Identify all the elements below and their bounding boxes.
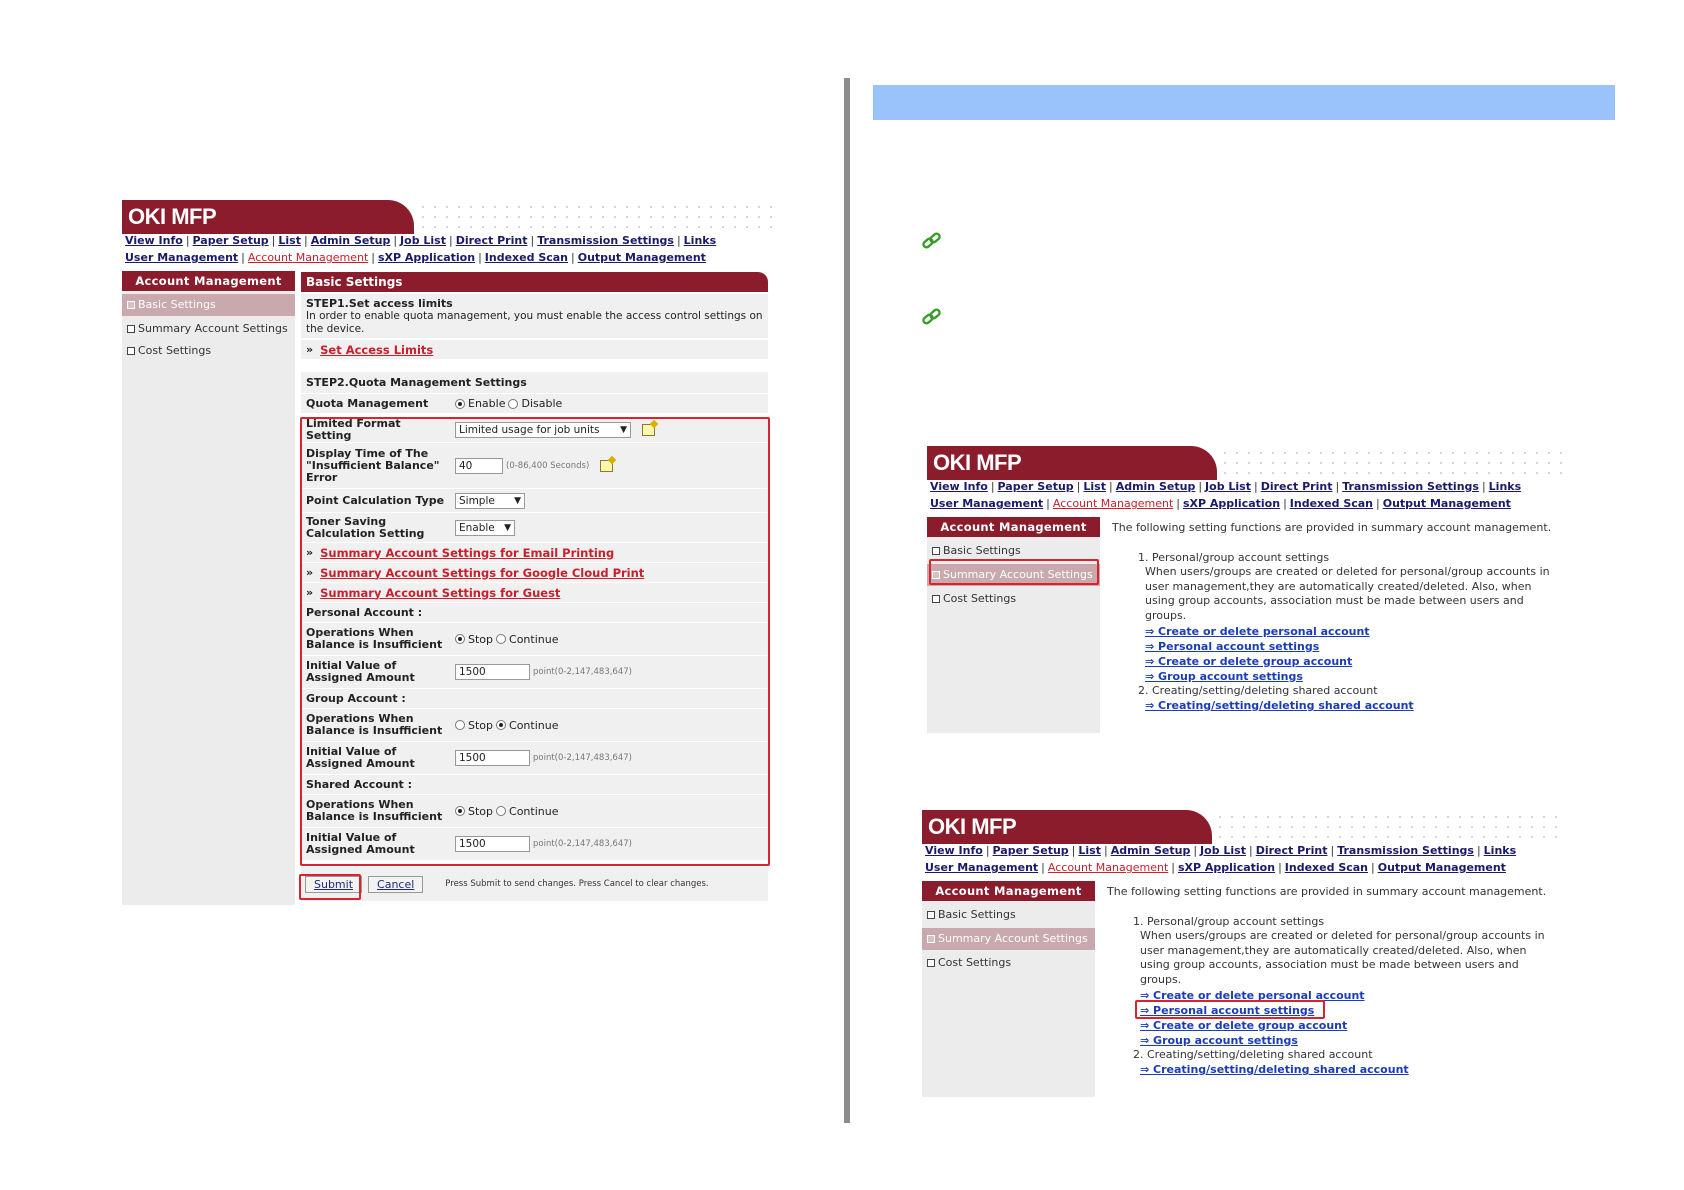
personal-continue-label: Continue <box>509 632 559 646</box>
screenshot-basic-settings <box>122 200 772 905</box>
personal-operations-label: Operations When Balance is Insufficient <box>306 626 443 651</box>
nav-transmission-settings[interactable]: Transmission Settings <box>1342 480 1479 493</box>
item1-text: When users/groups are created or deleted for personal/group accounts in user management,they are automatically created/deleted. Also, when using group accounts, association must be made between users and groups. <box>1145 565 1550 622</box>
shared-operations-label: Operations When Balance is Insufficient <box>306 798 443 823</box>
set-access-limits-link[interactable]: Set Access Limits <box>320 342 434 357</box>
display-time-input[interactable]: 40 <box>455 458 503 474</box>
nav-admin-setup[interactable]: Admin Setup <box>1110 844 1191 857</box>
nav-row-1: View Info | Paper Setup | List | Admin Setup | Job List | Direct Print | Transmission Settings | Links <box>930 480 1522 493</box>
nav-paper-setup[interactable]: Paper Setup <box>997 480 1074 493</box>
personal-initial-hint: point(0-2,147,483,647) <box>533 667 632 677</box>
nav-output-management[interactable]: Output Management <box>1382 497 1511 510</box>
sidebar <box>922 881 1095 1097</box>
nav-job-list[interactable]: Job List <box>1200 844 1246 857</box>
submit-button[interactable]: Submit <box>305 876 362 893</box>
highlight-summary-sidebar-item <box>929 559 1099 585</box>
header-band <box>873 85 1615 120</box>
shared-continue-label: Continue <box>509 804 559 818</box>
nav-user-management[interactable]: User Management <box>930 497 1044 510</box>
create-delete-group-link[interactable]: ⇒ Create or delete group account <box>1140 1018 1348 1032</box>
nav-links[interactable]: Links <box>1483 844 1517 857</box>
personal-settings-link[interactable]: ⇒ Personal account settings <box>1145 639 1320 653</box>
nav-list[interactable]: List <box>1078 844 1101 857</box>
nav-indexed-scan[interactable]: Indexed Scan <box>1289 497 1374 510</box>
nav-row-2: User Management | Account Management | sXP Application | Indexed Scan | Output Management <box>930 497 1511 510</box>
quota-enable-label: Enable <box>468 397 506 410</box>
nav-account-management[interactable]: Account Management <box>247 251 369 264</box>
personal-initial-label: Initial Value of Assigned Amount <box>306 659 415 684</box>
nav-transmission-settings[interactable]: Transmission Settings <box>1337 844 1474 857</box>
sidebar-item-summary-account[interactable]: Summary Account Settings <box>927 564 1100 586</box>
item2-title: 2. Creating/setting/deleting shared account <box>1138 683 1378 697</box>
sidebar-item-cost-settings[interactable]: Cost Settings <box>927 588 1100 610</box>
limited-format-select[interactable]: Limited usage for job units ▼ <box>455 422 631 438</box>
nav-account-management[interactable]: Account Management <box>1052 497 1174 510</box>
group-settings-link[interactable]: ⇒ Group account settings <box>1145 669 1303 683</box>
nav-view-info[interactable]: View Info <box>930 480 988 493</box>
nav-account-management[interactable]: Account Management <box>1047 861 1169 874</box>
point-calc-label: Point Calculation Type <box>306 493 445 507</box>
nav-user-management[interactable]: User Management <box>125 251 239 264</box>
sidebar-item-basic-settings[interactable]: Basic Settings <box>922 904 1095 926</box>
create-delete-group-link[interactable]: ⇒ Create or delete group account <box>1145 654 1353 668</box>
group-account-heading: Group Account : <box>306 692 406 705</box>
sidebar-title: Account Management <box>922 881 1095 901</box>
sidebar <box>927 517 1100 733</box>
screenshot-summary-top <box>927 446 1567 733</box>
nav-job-list[interactable]: Job List <box>1205 480 1251 493</box>
shared-account-link[interactable]: ⇒ Creating/setting/deleting shared account <box>1145 699 1414 713</box>
step1-title: STEP1.Set access limits <box>306 297 453 310</box>
group-initial-input[interactable]: 1500 <box>455 750 530 766</box>
item1-text: When users/groups are created or deleted for personal/group accounts in user management,they are automatically created/deleted. Also, when using group accounts, association must be made between users and groups. <box>1140 929 1545 986</box>
display-time-label: Display Time of The "Insufficient Balance" Error <box>306 446 440 484</box>
nav-sxp-application[interactable]: sXP Application <box>1177 861 1276 874</box>
sidebar-title: Account Management <box>122 271 295 291</box>
toner-saving-label: Toner Saving Calculation Setting <box>306 514 425 540</box>
nav-indexed-scan[interactable]: Indexed Scan <box>1284 861 1369 874</box>
nav-row-2: User Management | Account Management | sXP Application | Indexed Scan | Output Management <box>125 251 706 264</box>
nav-list[interactable]: List <box>1083 480 1106 493</box>
group-stop-label: Stop <box>468 718 494 732</box>
nav-admin-setup[interactable]: Admin Setup <box>1115 480 1196 493</box>
create-delete-personal-link[interactable]: ⇒ Create or delete personal account <box>1140 988 1365 1002</box>
google-cloud-print-link[interactable]: Summary Account Settings for Google Cloud Print <box>320 565 645 580</box>
guest-link[interactable]: Summary Account Settings for Guest <box>320 585 561 600</box>
sidebar-title: Account Management <box>927 517 1100 537</box>
nav-list[interactable]: List <box>278 234 301 247</box>
shared-account-link[interactable]: ⇒ Creating/setting/deleting shared account <box>1140 1063 1409 1077</box>
nav-row-2: User Management | Account Management | sXP Application | Indexed Scan | Output Management <box>925 861 1506 874</box>
shared-initial-hint: point(0-2,147,483,647) <box>533 839 632 849</box>
cancel-button[interactable]: Cancel <box>368 876 423 893</box>
vertical-divider <box>844 78 850 1123</box>
personal-account-heading: Personal Account : <box>306 606 423 619</box>
nav-row-1: View Info | Paper Setup | List | Admin Setup | Job List | Direct Print | Transmission Settings | Links <box>925 844 1517 857</box>
item1-title: 1. Personal/group account settings <box>1138 550 1330 564</box>
nav-links[interactable]: Links <box>683 234 717 247</box>
nav-output-management[interactable]: Output Management <box>1377 861 1506 874</box>
personal-settings-link[interactable]: ⇒ Personal account settings <box>1140 1003 1315 1017</box>
group-settings-link[interactable]: ⇒ Group account settings <box>1140 1033 1298 1047</box>
nav-view-info[interactable]: View Info <box>125 234 183 247</box>
personal-initial-input[interactable]: 1500 <box>455 664 530 680</box>
create-delete-personal-link[interactable]: ⇒ Create or delete personal account <box>1145 624 1370 638</box>
nav-direct-print[interactable]: Direct Print <box>455 234 528 247</box>
dot-pattern <box>417 202 772 234</box>
panel-title: Basic Settings <box>301 272 768 292</box>
nav-sxp-application[interactable]: sXP Application <box>1182 497 1281 510</box>
shared-stop-label: Stop <box>468 804 494 818</box>
nav-output-management[interactable]: Output Management <box>577 251 706 264</box>
dot-pattern <box>1214 812 1562 844</box>
nav-transmission-settings[interactable]: Transmission Settings <box>537 234 674 247</box>
basic-settings-panel: Basic Settings STEP1.Set access limits In order to enable quota management, you must enable the access control settings on the device. » Set Access Limits STEP2.Quota Management Settings Quota Management Enable Disable Limited Format Setting Limited usage for job units ▼ Display Time of The "Insufficient Balance" Error 40 (0-86,400 Seconds) Point Calculation Type Simple ▼ Toner Saving Calculation Setting Enable ▼ » Summary Account Settings for Email Printing » Summary Account Settings for Google Cloud Print » Summary Account Settings for Guest Personal Account : Operations When Balance is Insufficient Stop Continue Initial Value of Assigned Amount 1500 point(0-2,147,483,647) Group Account : Operations When Balance is Insufficient Stop Continue Initial Value of Assigned Amount 1500 point(0-2,147,483,647) Shared Account : Operations When Balance is Insufficient Stop Continue Initial Value of Assigned Amount 1500 point(0-2,147,483,647) Submit Cancel Press Submit to send changes. Press Cancel to clear changes. <box>301 272 768 901</box>
toner-saving-select[interactable]: Enable ▼ <box>455 520 515 536</box>
shared-initial-label: Initial Value of Assigned Amount <box>306 831 415 856</box>
nav-job-list[interactable]: Job List <box>400 234 446 247</box>
highlight-settings-area <box>300 417 770 866</box>
step2-title: STEP2.Quota Management Settings <box>306 376 527 389</box>
sidebar-item-cost-settings[interactable]: Cost Settings <box>122 340 295 362</box>
dot-pattern <box>1219 448 1567 480</box>
link-chain-icon <box>921 232 943 250</box>
quota-disable-radio[interactable] <box>508 399 518 409</box>
quota-enable-radio[interactable] <box>455 399 465 409</box>
quota-label: Quota Management <box>306 396 429 410</box>
group-initial-label: Initial Value of Assigned Amount <box>306 745 415 770</box>
nav-indexed-scan[interactable]: Indexed Scan <box>484 251 569 264</box>
limited-format-label: Limited Format Setting <box>306 416 401 442</box>
nav-sxp-application[interactable]: sXP Application <box>377 251 476 264</box>
step1-text: In order to enable quota management, you must enable the access control settings on the device. <box>306 310 763 335</box>
nav-direct-print[interactable]: Direct Print <box>1255 844 1328 857</box>
sidebar-item-basic-settings[interactable]: Basic Settings <box>122 294 295 316</box>
display-time-hint: (0-86,400 Seconds) <box>506 460 590 471</box>
nav-user-management[interactable]: User Management <box>925 861 1039 874</box>
oki-logo: OKI MFP <box>927 446 1217 480</box>
sidebar-item-cost-settings[interactable]: Cost Settings <box>922 952 1095 974</box>
screenshot-summary-bottom <box>922 810 1562 1097</box>
email-printing-link[interactable]: Summary Account Settings for Email Printing <box>320 545 615 560</box>
group-continue-label: Continue <box>509 718 559 732</box>
summary-content <box>1112 521 1562 713</box>
nav-view-info[interactable]: View Info <box>925 844 983 857</box>
nav-paper-setup[interactable]: Paper Setup <box>192 234 269 247</box>
nav-links[interactable]: Links <box>1488 480 1522 493</box>
shared-account-heading: Shared Account : <box>306 778 413 791</box>
oki-logo: OKI MFP <box>922 810 1212 844</box>
highlight-submit-button <box>299 874 361 900</box>
summary-intro: The following setting functions are provided in summary account management. <box>1112 521 1552 534</box>
group-operations-label: Operations When Balance is Insufficient <box>306 712 443 737</box>
link-chain-icon <box>921 308 943 326</box>
summary-content <box>1107 885 1557 1077</box>
nav-row-1: View Info | Paper Setup | List | Admin Setup | Job List | Direct Print | Transmission Settings | Links <box>125 234 717 247</box>
quota-disable-label: Disable <box>521 397 563 410</box>
personal-stop-label: Stop <box>468 632 494 646</box>
sidebar-item-basic-settings[interactable]: Basic Settings <box>927 540 1100 562</box>
sidebar <box>122 271 295 905</box>
highlight-personal-settings-link <box>1135 1000 1325 1019</box>
nav-direct-print[interactable]: Direct Print <box>1260 480 1333 493</box>
point-calc-select[interactable]: Simple ▼ <box>455 493 525 509</box>
sidebar-item-summary-account[interactable]: Summary Account Settings <box>122 318 295 340</box>
group-initial-hint: point(0-2,147,483,647) <box>533 753 632 763</box>
shared-initial-input[interactable]: 1500 <box>455 836 530 852</box>
summary-intro: The following setting functions are provided in summary account management. <box>1107 885 1547 898</box>
nav-paper-setup[interactable]: Paper Setup <box>992 844 1069 857</box>
oki-logo: OKI MFP <box>122 200 414 234</box>
nav-admin-setup[interactable]: Admin Setup <box>310 234 391 247</box>
sidebar-item-summary-account[interactable]: Summary Account Settings <box>922 928 1095 950</box>
item2-title: 2. Creating/setting/deleting shared account <box>1133 1047 1373 1061</box>
item1-title: 1. Personal/group account settings <box>1133 914 1325 928</box>
submit-note: Press Submit to send changes. Press Cancel to clear changes. <box>445 879 709 889</box>
